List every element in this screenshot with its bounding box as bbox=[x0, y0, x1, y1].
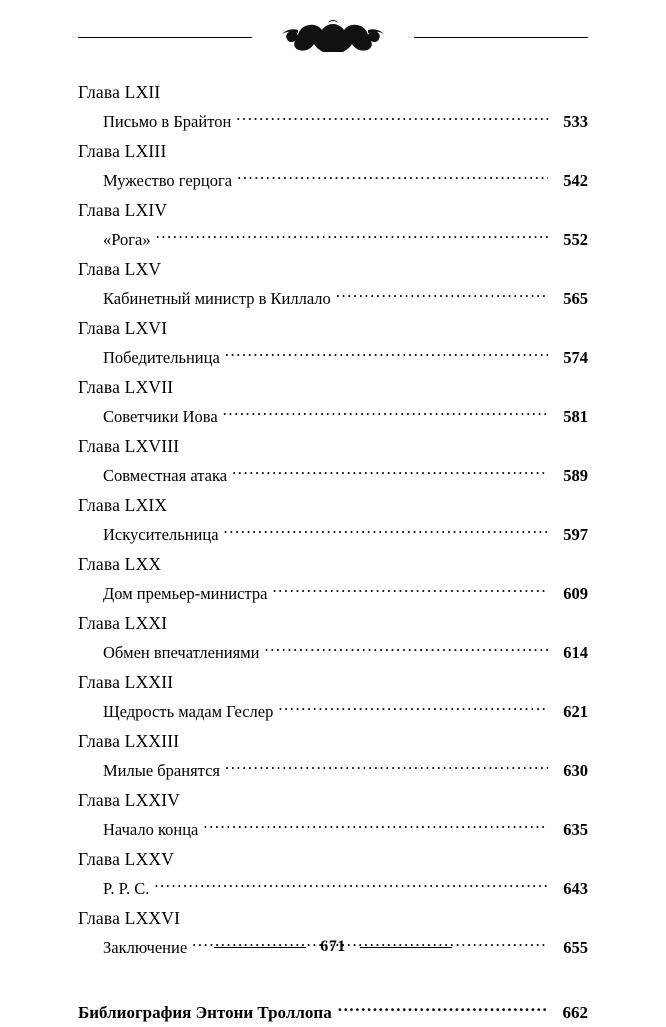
chapter-title: Искусительница bbox=[103, 525, 219, 544]
toc-row[interactable] bbox=[78, 402, 588, 431]
chapter-title: P. P. C. bbox=[103, 879, 150, 898]
chapter-title: Совместная атака bbox=[103, 466, 228, 485]
toc-entry bbox=[78, 668, 588, 726]
page-number: 662 bbox=[562, 1003, 588, 1022]
page-number: 609 bbox=[563, 584, 588, 603]
ornament-rule-right bbox=[414, 37, 588, 38]
toc-entry bbox=[78, 786, 588, 844]
page-number: 581 bbox=[563, 407, 588, 426]
dot-leader bbox=[225, 349, 548, 363]
chapter-title: Заключение bbox=[103, 938, 188, 957]
chapter-label: Глава LXXI bbox=[78, 613, 168, 633]
toc-row[interactable] bbox=[78, 166, 588, 195]
bibliography-title: Библиография Энтони Троллопа bbox=[78, 1003, 332, 1022]
chapter-title: Дом премьер-министра bbox=[103, 584, 268, 603]
dot-leader bbox=[336, 290, 548, 304]
chapter-label: Глава LXIX bbox=[78, 495, 168, 515]
chapter-label: Глава LXVI bbox=[78, 318, 168, 338]
dot-leader bbox=[236, 113, 548, 127]
chapter-title: Милые бранятся bbox=[103, 761, 220, 780]
page-number: 565 bbox=[563, 289, 588, 308]
bibliography-row[interactable] bbox=[78, 998, 588, 1027]
chapter-title: Начало конца bbox=[103, 820, 199, 839]
table-of-contents bbox=[78, 78, 588, 1027]
toc-entry bbox=[78, 137, 588, 195]
footer-rule-left bbox=[214, 947, 306, 948]
chapter-label: Глава LXXVI bbox=[78, 908, 181, 928]
chapter-label: Глава LXXIII bbox=[78, 731, 180, 751]
dot-leader bbox=[224, 526, 548, 540]
chapter-title: Мужество герцога bbox=[103, 171, 233, 190]
toc-row[interactable] bbox=[78, 284, 588, 313]
page-number: 635 bbox=[563, 820, 588, 839]
page-number: 655 bbox=[563, 938, 588, 957]
toc-entry bbox=[78, 609, 588, 667]
dot-leader bbox=[223, 408, 548, 422]
page-number: 589 bbox=[563, 466, 588, 485]
toc-entry bbox=[78, 727, 588, 785]
dot-leader bbox=[154, 880, 548, 894]
page-number: 533 bbox=[563, 112, 588, 131]
toc-entry bbox=[78, 491, 588, 549]
dot-leader bbox=[203, 821, 548, 835]
toc-row[interactable] bbox=[78, 520, 588, 549]
toc-row[interactable] bbox=[78, 874, 588, 903]
dot-leader bbox=[278, 703, 548, 717]
ornament-rule-left bbox=[78, 37, 252, 38]
page-number: 552 bbox=[563, 230, 588, 249]
toc-entry bbox=[78, 845, 588, 903]
toc-row[interactable] bbox=[78, 461, 588, 490]
page-number: 574 bbox=[563, 348, 588, 367]
chapter-label: Глава LXVII bbox=[78, 377, 174, 397]
chapter-title: Советчики Иова bbox=[103, 407, 218, 426]
chapter-title: «Рога» bbox=[103, 230, 151, 249]
toc-row[interactable] bbox=[78, 107, 588, 136]
page-number: 614 bbox=[563, 643, 588, 662]
page-number: 630 bbox=[563, 761, 588, 780]
toc-row[interactable] bbox=[78, 638, 588, 667]
dot-leader bbox=[338, 1004, 548, 1018]
chapter-label: Глава LXXIV bbox=[78, 790, 181, 810]
header-ornament bbox=[78, 0, 588, 72]
dot-leader bbox=[156, 231, 548, 245]
dot-leader bbox=[232, 467, 548, 481]
page-number: 597 bbox=[563, 525, 588, 544]
chapter-title: Победительница bbox=[103, 348, 220, 367]
page-number: 542 bbox=[563, 171, 588, 190]
toc-entry bbox=[78, 255, 588, 313]
chapter-label: Глава LXII bbox=[78, 82, 161, 102]
page-number: 621 bbox=[563, 702, 588, 721]
dot-leader bbox=[272, 585, 548, 599]
toc-row[interactable] bbox=[78, 343, 588, 372]
toc-row[interactable] bbox=[78, 225, 588, 254]
floral-ornament-icon bbox=[258, 16, 408, 56]
chapter-title: Письмо в Брайтон bbox=[103, 112, 232, 131]
toc-row[interactable] bbox=[78, 815, 588, 844]
chapter-label: Глава LXV bbox=[78, 259, 162, 279]
dot-leader bbox=[264, 644, 548, 658]
chapter-label: Глава LXIV bbox=[78, 200, 168, 220]
page-folio: 671 bbox=[320, 938, 346, 955]
chapter-title: Кабинетный министр в Киллало bbox=[103, 289, 331, 308]
toc-entry bbox=[78, 550, 588, 608]
toc-row[interactable] bbox=[78, 579, 588, 608]
toc-row[interactable] bbox=[78, 756, 588, 785]
chapter-label: Глава LXXII bbox=[78, 672, 174, 692]
dot-leader bbox=[237, 172, 548, 186]
chapter-label: Глава LXX bbox=[78, 554, 162, 574]
toc-row[interactable] bbox=[78, 697, 588, 726]
chapter-label: Глава LXXV bbox=[78, 849, 175, 869]
chapter-label: Глава LXVIII bbox=[78, 436, 180, 456]
toc-entry bbox=[78, 432, 588, 490]
toc-entry bbox=[78, 196, 588, 254]
footer-rule-right bbox=[360, 947, 452, 948]
chapter-title: Щедрость мадам Геслер bbox=[103, 702, 274, 721]
chapter-title: Обмен впечатлениями bbox=[103, 643, 260, 662]
chapter-label: Глава LXIII bbox=[78, 141, 167, 161]
page-number: 643 bbox=[563, 879, 588, 898]
page-footer bbox=[78, 938, 588, 956]
dot-leader bbox=[225, 762, 548, 776]
toc-entry bbox=[78, 314, 588, 372]
toc-entry bbox=[78, 78, 588, 136]
toc-entry bbox=[78, 373, 588, 431]
